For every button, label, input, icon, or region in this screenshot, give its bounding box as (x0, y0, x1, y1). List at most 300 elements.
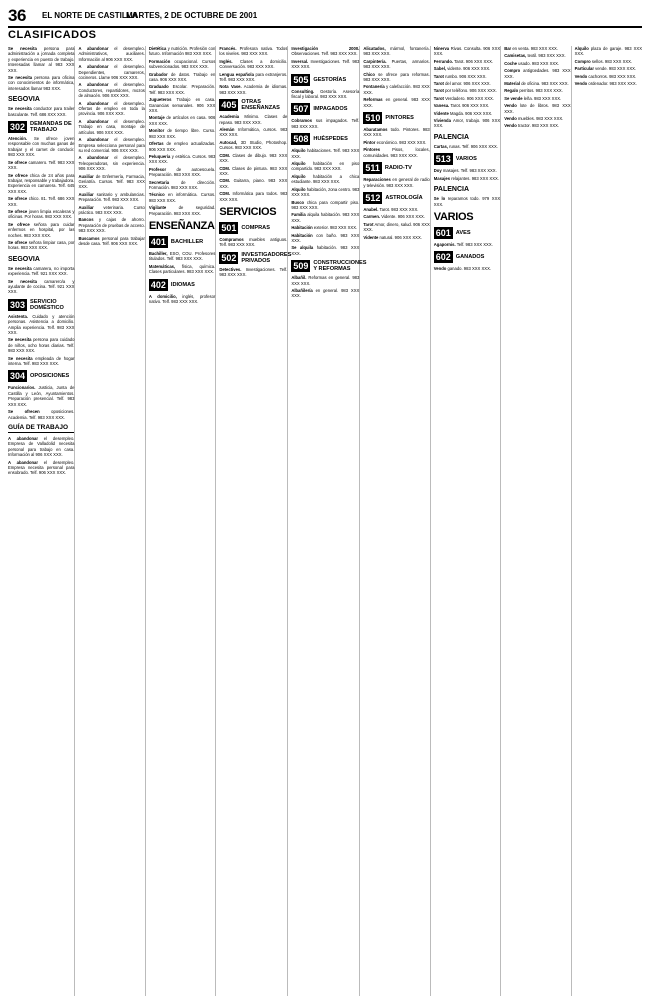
ad-lead: Se lo (433, 196, 446, 202)
ad-lead: CDM. (219, 178, 231, 184)
ad-lead: A abandonar (78, 155, 109, 161)
ad-text: en general. 983 XXX XXX. (363, 97, 430, 108)
classified-ad (291, 233, 359, 244)
classified-ad (8, 266, 74, 277)
classified-ad (504, 116, 570, 121)
ad-text: el desempleo. Conductores, repartidores, mozos de almacén. 906 XXX XXX. (78, 82, 145, 99)
classified-ad (219, 166, 287, 177)
ad-text: usado. 983 XXX XXX. (518, 60, 560, 66)
classified-ad (363, 127, 429, 138)
category-code: 507 (293, 104, 309, 115)
ad-lead: Se necesita (8, 75, 33, 81)
ad-lead: Se necesita (8, 278, 37, 284)
ad-lead: Consulting. (291, 88, 315, 94)
ad-lead: Compramos (219, 236, 244, 242)
ad-text: Informática, cursos. 983 XXX XXX. (219, 127, 288, 138)
classified-ad (291, 225, 359, 230)
classified-ad (504, 103, 570, 114)
classified-ad (8, 337, 74, 353)
classified-ad (291, 118, 359, 129)
ad-text: Investigaciones. Telf. 983 XXX XXX. (291, 58, 360, 70)
classified-ad (434, 168, 500, 173)
section-heading: ENSEÑANZA (148, 219, 215, 232)
category-title: COMPRAS (241, 224, 270, 231)
ad-lead: Técnico (148, 192, 165, 198)
city-heading: PALENCIA (433, 186, 470, 194)
category-title: RADIO-TV (384, 165, 412, 172)
ad-lead: Graduado (148, 84, 169, 90)
ad-lead: Jugueteros (148, 97, 172, 103)
ad-lead: Vendo (574, 73, 588, 79)
category-heading (291, 260, 367, 273)
ad-text: de autoescuela. Preparación. 983 XXX XXX. (148, 166, 216, 178)
ad-text: persona para cuidado de niños, ocho horas diarias. Telf. 983 XXX XXX. (8, 337, 75, 354)
ad-text: el desempleo. Empresa necesita personal para ensobrado. Telf. 906 XXX XXX. (8, 459, 75, 476)
category-title: AVES (455, 229, 471, 236)
classified-ad (149, 192, 215, 203)
ad-lead: Atención. (8, 136, 28, 142)
ad-lead: Compro (504, 68, 521, 74)
ad-lead: Vivienda (433, 118, 451, 124)
ad-lead: Lengua española (219, 71, 254, 77)
column-7 (434, 46, 501, 996)
ad-text: y cajas de ahorro. Preparación de pruebas de acceso. 983 XXX XXX. (78, 217, 145, 234)
ad-text: habitación. 983 XXX XXX. (291, 245, 360, 256)
ad-lead: Regalo (504, 88, 519, 94)
category-heading (434, 153, 500, 165)
classified-ad (434, 176, 500, 181)
ad-text: sanitario y ambulancias. Preparación. Telf. 983 XXX XXX. (78, 191, 145, 203)
ad-lead: Vendo (574, 81, 588, 87)
classified-ad (575, 46, 642, 57)
classified-ad (78, 119, 144, 135)
ad-lead: Formación (148, 58, 171, 64)
ad-text: el desempleo. Empresa selecciona personal para su red comercial. 906 XXX XXX. (78, 137, 145, 153)
ad-lead: Agapornis. (433, 241, 456, 247)
ad-lead: Alicatados, (363, 46, 386, 51)
ad-lead: Buscamos (78, 235, 100, 241)
ad-lead: Vendo (433, 266, 447, 272)
ad-lead: Se necesita (8, 46, 37, 51)
classified-ad (291, 212, 359, 223)
category-code: 513 (435, 154, 451, 165)
ad-lead: Abaratamos (363, 127, 388, 133)
category-code: 502 (221, 252, 237, 263)
ad-lead: Anabel. (363, 206, 379, 212)
classified-ad (149, 115, 215, 126)
classified-ad (149, 180, 215, 191)
ad-text: por teléfono. 906 XXX XXX. (445, 88, 497, 94)
ad-lead: Carpintería. (363, 58, 387, 64)
ad-text: Academia de idiomas. 983 XXX XXX. (219, 84, 288, 95)
ad-lead: Se necesita (8, 337, 32, 343)
ad-lead: Particular (574, 66, 594, 72)
classified-ad (219, 84, 287, 95)
classified-ad (291, 245, 359, 256)
ad-lead: CDM. (219, 152, 231, 158)
ad-text: chica de 24 años para trabajar, responsable y trabajadora. Experiencia en camarera. Telf. 645 XXX XXX. (8, 172, 75, 194)
category-code: 601 (435, 227, 451, 238)
ad-text: Tarot. 906 XXX XXX. (454, 58, 494, 64)
ad-lead: Ferrando. (433, 58, 454, 64)
category-code: 511 (365, 163, 380, 174)
classified-ad (219, 153, 287, 164)
category-code: 508 (293, 134, 309, 145)
classified-ad (363, 214, 429, 219)
category-code: 509 (293, 261, 309, 272)
category-title: HUÉSPEDES (313, 136, 348, 143)
classified-ad (291, 288, 359, 299)
ad-text: textil. 983 XXX XXX. (527, 53, 566, 59)
ad-lead: Habitación (291, 225, 313, 231)
ad-lead: Tarot (363, 221, 374, 227)
ad-text: en venta. 983 XXX XXX. (512, 46, 558, 51)
ad-text: Puertas, armarios. 983 XXX XXX. (363, 58, 430, 70)
ad-lead: Auxiliar (78, 191, 94, 197)
ad-lead: Tarot (433, 88, 444, 94)
ad-text: 3D Studio, Photoshop. Cursos. 983 XXX XXX. (219, 139, 288, 151)
ad-text: el desempleo. Teleoperadoras, sin experiencia. 906 XXX XXX. (78, 155, 145, 172)
category-code: 602 (435, 252, 451, 263)
ad-lead: Reformas (363, 97, 383, 103)
ad-text: de tiempo libre. Curso. 983 XXX XXX. (148, 128, 216, 139)
ad-text: para extranjeros. Telf. 983 XXX XXX. (219, 71, 288, 83)
category-heading (149, 279, 215, 291)
ad-lead: Se ofrece (8, 239, 28, 245)
ad-lead: Vigilante (148, 205, 167, 211)
classified-columns (8, 46, 642, 996)
classified-ad (291, 187, 359, 198)
ad-text: señora para cuidar enfermos en hospital, por las noches. 983 XXX XXX. (8, 221, 75, 238)
classified-ad (504, 46, 570, 51)
category-title: OTRAS ENSEÑANZAS (241, 99, 280, 112)
ad-text: ganado. 983 XXX XXX. (447, 266, 492, 272)
ad-lead: Alquilo (291, 148, 306, 154)
column-4 (219, 46, 292, 996)
ad-text: el desempleo. Empresa de Valladolid necesita personal para trabajo en casa. Información al 906 XXX XXX. (8, 435, 75, 458)
classified-ad (504, 61, 570, 66)
classified-ad (363, 59, 429, 70)
ad-text: Trabajo en casa. Ganancias semanales. 906 XXX XXX. (148, 97, 216, 114)
classified-ad (219, 140, 287, 151)
ad-text: relajantes. 983 XXX XXX. (451, 175, 499, 181)
ad-text: conductor para trailer basculante. Telf. 686 XXX XXX. (8, 106, 75, 117)
page-number: 36 (8, 6, 26, 25)
ad-text: sellos. 983 XXX XXX. (591, 58, 633, 64)
ad-text: Informática para todos. 983 XXX XXX. (219, 191, 288, 202)
classified-ad (363, 177, 429, 188)
category-title: GANADOS (455, 254, 485, 261)
ad-lead: Bar (504, 46, 512, 51)
classified-ad (291, 59, 359, 70)
ad-lead: Se ofrece (8, 172, 28, 178)
ad-text: de datos. Trabajo en casa. 906 XXX XXX. (148, 71, 216, 83)
classified-ad (575, 59, 642, 64)
ad-text: veterinaria. Curso práctico. 983 XXX XXX. (78, 204, 145, 215)
ad-text: de Enfermería, Farmacia, Geriatría. Cursos. Telf. 983 XXX XXX. (78, 173, 145, 190)
category-title: BACHILLER (170, 238, 204, 245)
section-heading: VARIOS (433, 210, 474, 223)
classified-ad (363, 140, 429, 145)
ad-text: ocupacional. Cursos subvencionados. 983 XXX XXX. (148, 58, 216, 70)
category-title: GESTORÍAS (313, 76, 347, 83)
ad-lead: Cobramos (291, 118, 313, 124)
ad-text: Guitarra, piano. 983 XXX XXX. (219, 178, 288, 189)
ad-text: persona para oficina con conocimientos de informática, interesados llamar 983 XXX. (8, 75, 75, 91)
ad-lead: Doy (433, 168, 442, 174)
ad-text: señora limpiar casa, por horas. 983 XXX XXX. (8, 239, 75, 251)
classified-ad (149, 294, 215, 305)
classified-ad (219, 267, 287, 278)
classified-ad (434, 81, 500, 86)
classified-ad (504, 53, 570, 58)
ad-text: del amor. 906 XXX XXX. (445, 81, 491, 87)
ad-lead: Dietética (148, 46, 167, 51)
ad-lead: Se ofrece (8, 208, 28, 214)
ad-lead: Pintores (363, 147, 381, 153)
newspaper-name: EL NORTE DE CASTILLA (42, 11, 138, 20)
ad-lead: Se necesita (8, 106, 32, 112)
column-5 (291, 46, 367, 996)
classified-ad (219, 191, 287, 202)
ad-text: camarero. Telf. 983 XXX XXX. (8, 159, 75, 171)
classified-ad (434, 103, 500, 108)
ad-lead: Coche (504, 60, 517, 66)
ad-text: antigüedades. 983 XXX XXX. (504, 68, 571, 79)
ad-text: y estética. Cursos. 983 XXX XXX. (148, 153, 216, 165)
ad-lead: Asistenta. (8, 313, 29, 319)
classified-ad (149, 264, 215, 275)
ad-lead: Se ofrece (8, 196, 28, 202)
ad-text: el desempleo. Administrativos, auxiliares. Información al 906 XXX XXX. (78, 46, 145, 62)
ad-text: oposiciones. Academia. Telf. 983 XXX XXX. (8, 409, 75, 420)
category-heading (434, 251, 500, 263)
ad-text: vende. 983 XXX XXX. (595, 66, 637, 72)
ad-lead: Inversal. (291, 58, 309, 64)
ad-text: Pisos, locales, comunidades. 983 XXX XXX. (363, 147, 430, 158)
ad-text: económico. 983 XXX XXX. (376, 139, 427, 145)
classified-ad (8, 385, 74, 407)
city-heading: SEGOVIA (8, 255, 40, 263)
ad-lead: Vendo (504, 116, 517, 122)
classified-ad (434, 196, 500, 207)
ad-text: ESO, COU. Profesores titulados. Telf. 983 XXX XXX. (148, 250, 216, 262)
column-1 (8, 46, 75, 996)
classified-ad (149, 167, 215, 178)
ad-text: el desempleo. Trabajo en casa, montaje de artículos. 906 XXX XXX. (78, 118, 145, 135)
ad-text: leña. 983 XXX XXX. (523, 95, 562, 101)
category-title: PINTORES (385, 115, 414, 122)
ad-text: habitación, zona centro. 983 XXX XXX. (291, 186, 360, 198)
ad-lead: Francés. (219, 46, 237, 51)
column-6 (363, 46, 430, 996)
ad-lead: Grabador (148, 71, 168, 77)
ad-text: Tarot. 906 XXX XXX. (450, 103, 490, 109)
classified-ad (363, 97, 429, 108)
ad-lead: Se ofrece (8, 221, 30, 227)
ad-text: habitaciones. Telf. 983 XXX XXX. (291, 148, 360, 159)
category-heading (8, 121, 74, 133)
classified-ad (219, 237, 287, 248)
ad-lead: A abandonar (78, 100, 109, 106)
category-heading (219, 99, 287, 111)
category-title: INVESTIGADORES PRIVADOS (241, 251, 292, 264)
category-title: IDIOMAS (170, 281, 195, 288)
classified-ad (78, 205, 144, 216)
classified-ad (8, 196, 74, 207)
section-heading: SERVICIOS (219, 205, 277, 218)
classified-ad (434, 144, 500, 149)
category-heading (291, 133, 359, 145)
classified-ad (149, 46, 215, 57)
classified-ad (8, 136, 74, 158)
ad-text: y nutrición. Profesión con futuro. Información 983 XXX XXX. (148, 46, 216, 57)
ad-lead: Habitación (291, 232, 313, 238)
category-heading (219, 222, 287, 234)
column-8 (504, 46, 571, 996)
classified-ad (291, 89, 359, 100)
ad-text: muebles antiguos. Telf. 983 XXX XXX. (219, 236, 288, 248)
classified-ad (363, 84, 429, 95)
ad-text: con baño. 983 XXX XXX. (291, 232, 360, 243)
ad-lead: Monitor (148, 128, 165, 134)
ad-lead: Vidente (433, 110, 449, 116)
ad-text: Profesora nativa. Todos los niveles. 983 XXX XXX. (219, 46, 288, 57)
ad-lead: Tarot (433, 95, 444, 101)
classified-ad (78, 174, 144, 190)
ad-lead: Alemán (219, 127, 235, 133)
classified-ad (504, 123, 570, 128)
ad-text: mármol, fontanería. 983 XXX XXX. (363, 46, 430, 57)
ad-text: física, química. Clases particulares. 983 XXX XXX. (148, 263, 216, 275)
ad-text: Rivas. Consulta. 906 XXX XXX. (433, 46, 501, 57)
masthead (8, 6, 642, 28)
classified-ad (363, 147, 429, 158)
ad-lead: Tarot (433, 81, 444, 87)
ad-text: Investigaciones. Telf. 983 XXX XXX. (219, 266, 288, 278)
classified-ad (149, 59, 215, 70)
ad-lead: Bancos (78, 217, 94, 223)
classified-ad (575, 74, 642, 79)
ad-lead: Busco (291, 199, 305, 205)
ad-lead: Sabel, (433, 66, 447, 72)
classified-ad (219, 59, 287, 70)
ad-lead: A abandonar (78, 46, 109, 51)
category-heading (8, 370, 74, 382)
category-title: DEMANDAS DE TRABAJO (30, 121, 72, 134)
category-code: 501 (221, 222, 237, 233)
ad-text: muebles. 983 XXX XXX. (517, 116, 564, 122)
category-code: 405 (221, 100, 237, 111)
ad-text: exterior. 983 XXX XXX. (313, 225, 358, 231)
ad-text: Gestoría. Asesoría fiscal y laboral. 983 XXX XXX. (291, 88, 360, 100)
classified-ad (363, 72, 429, 83)
ad-text: Cuidado y atención personas. Asistencia a domicilio. Amplia experiencia. Telf. 983 XXX XXX. (8, 313, 75, 336)
ad-text: personal para trabajar desde casa. Telf. 906 XXX XXX. (78, 235, 145, 246)
category-code: 302 (10, 122, 26, 133)
classified-ad (149, 84, 215, 95)
ad-lead: A abandonar (78, 118, 109, 124)
ad-lead: Alquilo (291, 186, 306, 192)
ad-lead: Camisetas, (504, 53, 527, 59)
ad-text: inglés, profesor nativo. Telf. 983 XXX XXX. (148, 293, 216, 304)
ad-text: natural. 906 XXX XXX. (379, 234, 422, 240)
ad-text: Magda. 906 XXX XXX. (449, 110, 493, 116)
classified-ad (149, 154, 215, 165)
ad-text: lote de libros. 983 XXX XXX. (504, 103, 571, 114)
classified-ad (219, 46, 287, 57)
ad-lead: A abandonar (8, 435, 39, 441)
issue-date: MARTES, 2 DE OCTUBRE DE 2001 (126, 11, 258, 20)
ad-lead: A abandonar (78, 64, 109, 70)
classified-ad (8, 356, 74, 367)
category-heading (291, 103, 359, 115)
ad-text: de dirección. Formación. 983 XXX XXX. (148, 179, 216, 190)
ad-text: Justicia, Junta de Castilla y León, Ayuntamientos. Preparación presencial. Telf. 983 XXX XXX. (8, 385, 75, 407)
classified-ad (434, 111, 500, 116)
classified-ad (78, 64, 144, 80)
classified-ad (434, 118, 500, 129)
classified-ad (291, 46, 359, 57)
classified-ad (8, 46, 74, 73)
ad-lead: A abandonar (78, 82, 109, 88)
classified-ad (434, 88, 500, 93)
classified-ad (78, 217, 144, 233)
ad-lead: A domicilio, (148, 293, 177, 299)
ad-text: ordenador. 983 XXX XXX. (588, 81, 637, 87)
ad-text: de seguridad. Preparación. 983 XXX XXX. (148, 205, 216, 216)
ad-lead: Alquilo (574, 46, 589, 51)
ad-lead: Se alquila (291, 245, 314, 251)
category-heading (149, 236, 215, 248)
category-code: 402 (150, 279, 166, 290)
ad-text: Clases de pintura. 983 XXX XXX. (219, 165, 288, 176)
classified-ad (149, 97, 215, 113)
ad-text: Observaciones. Telf. 983 XXX XXX. (291, 51, 358, 57)
classified-ad (291, 275, 359, 286)
classified-ad (434, 242, 500, 247)
classified-ad (8, 209, 74, 220)
category-code: 401 (150, 236, 166, 247)
classified-ad (575, 66, 642, 71)
ad-lead: Investigación 2000. (291, 46, 360, 51)
ad-text: Clases a domicilio. Conversación. 983 XXX XXX. (219, 58, 288, 70)
ad-text: persona para administración a jornada completa y experiencia en puesto de trabajo. Interesadas llamar al 983 XXX XXX. (8, 46, 75, 73)
ad-lead: Familia (291, 212, 306, 218)
classified-ad (219, 114, 287, 125)
classified-ad (434, 266, 500, 271)
ad-lead: Se necesita (8, 355, 33, 361)
ad-lead: Bachiller, (148, 250, 168, 256)
classified-ad (8, 160, 74, 171)
classified-ad (8, 240, 74, 251)
ad-text: cachorros. 983 XXX XXX. (588, 73, 637, 79)
ad-text: y calefacción. 983 XXX XXX. (363, 84, 430, 95)
classified-ad (575, 81, 642, 86)
ad-lead: CDM. (219, 191, 231, 197)
ad-lead: Vanesa. (433, 103, 450, 109)
classified-ad (8, 460, 74, 476)
ad-lead: Chico (363, 71, 375, 77)
classified-ad (8, 436, 74, 458)
ad-lead: Albañilería (291, 287, 313, 293)
ad-text: runas. Telf. 906 XXX XXX. (449, 143, 498, 149)
classified-ad (8, 279, 74, 295)
ad-lead: Reparaciones (363, 177, 391, 183)
ad-text: Mínimo. Clases de repaso. 983 XXX XXX. (219, 114, 288, 125)
ad-text: Telf. 983 XXX XXX. (456, 241, 493, 247)
classified-ad (8, 409, 74, 420)
